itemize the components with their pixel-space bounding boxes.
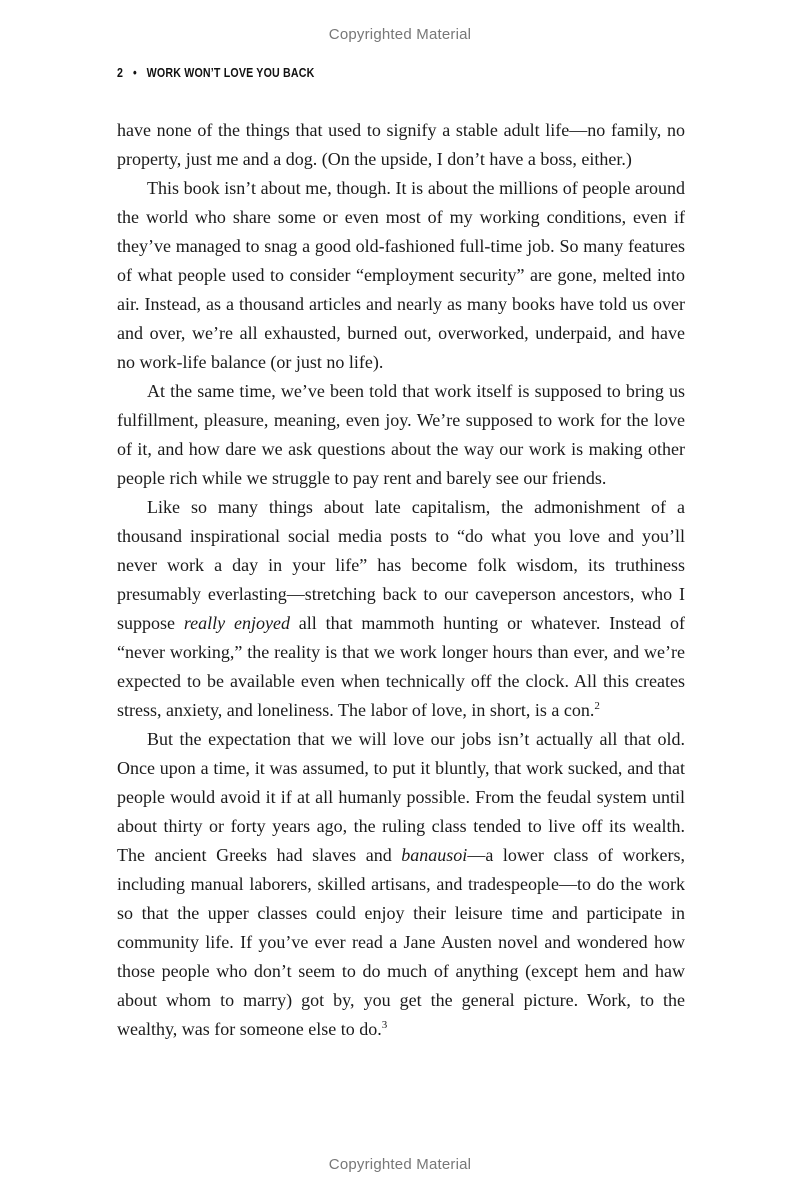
footnote-ref-3: 3 [381, 1019, 388, 1031]
body-text [117, 116, 685, 1044]
book-title: WORK WON’T LOVE YOU BACK [146, 65, 315, 80]
paragraph-4 [117, 493, 685, 725]
running-head [117, 65, 314, 80]
paragraph-4-text-b: all that mammoth hunting or whatever. Instead of “never working,” the reality is that we work longer hours than ever, and we’re expected to be available even when technically off the clock. All this creates stress, anxiety, and loneliness. The labor of love, in short, is a con. [117, 613, 685, 720]
copyright-watermark-bottom: Copyrighted Material [328, 1156, 472, 1173]
paragraph-5-text-b: —a lower class of workers, including manual laborers, skilled artisans, and tradespeople—to do the work so that the upper classes could enjoy their leisure time and participate in community life. If you’ve ever read a Jane Austen novel and wondered how those people who don’t seem to do much of anything (except hem and haw about whom to marry) got by, you get the general picture. Work, to the wealthy, was for someone else to do. [117, 845, 686, 1039]
separator-bullet: • [132, 65, 137, 80]
paragraph-4-italic: really enjoyed [183, 613, 290, 633]
copyright-watermark-top: Copyrighted Material [328, 26, 472, 43]
paragraph-5-italic: banausoi [401, 845, 468, 865]
paragraph-2: This book isn’t about me, though. It is about the millions of people around the world who share some or even most of my working conditions, even if they’ve managed to snag a good old-fashioned full-time job. So many features of what people used to consider “employment security” are gone, melted into air. Instead, as a thousand articles and nearly as many books have told us over and over, we’re all exhausted, burned out, overworked, underpaid, and have no work-life balance (or just no life). [117, 178, 685, 372]
paragraph-3: At the same time, we’ve been told that work itself is supposed to bring us fulfillment, pleasure, meaning, even joy. We’re supposed to work for the love of it, and how dare we ask questions about the way our work is making other people rich while we struggle to pay rent and barely see our friends. [117, 381, 685, 488]
paragraph-4-text-a: Like so many things about late capitalism, the admonishment of a thousand inspirational social media posts to “do what you love and you’ll never work a day in your life” has become folk wisdom, its truthiness presumably everlasting—stretching back to our caveperson ancestors, who I suppose [117, 497, 685, 633]
paragraph-5-text-a: But the expectation that we will love our jobs isn’t actually all that old. Once upon a time, it was assumed, to put it bluntly, that work sucked, and that people would avoid it if at all humanly possible. From the feudal system until about thirty or forty years ago, the ruling class tended to live off its wealth. The ancient Greeks had slaves and [117, 729, 685, 865]
footnote-ref-2: 2 [594, 700, 600, 712]
page-number: 2 [117, 65, 124, 80]
paragraph-1: have none of the things that used to signify a stable adult life—no family, no property, just me and a dog. (On the upside, I don’t have a boss, either.) [117, 120, 685, 169]
paragraph-5 [117, 725, 685, 1044]
